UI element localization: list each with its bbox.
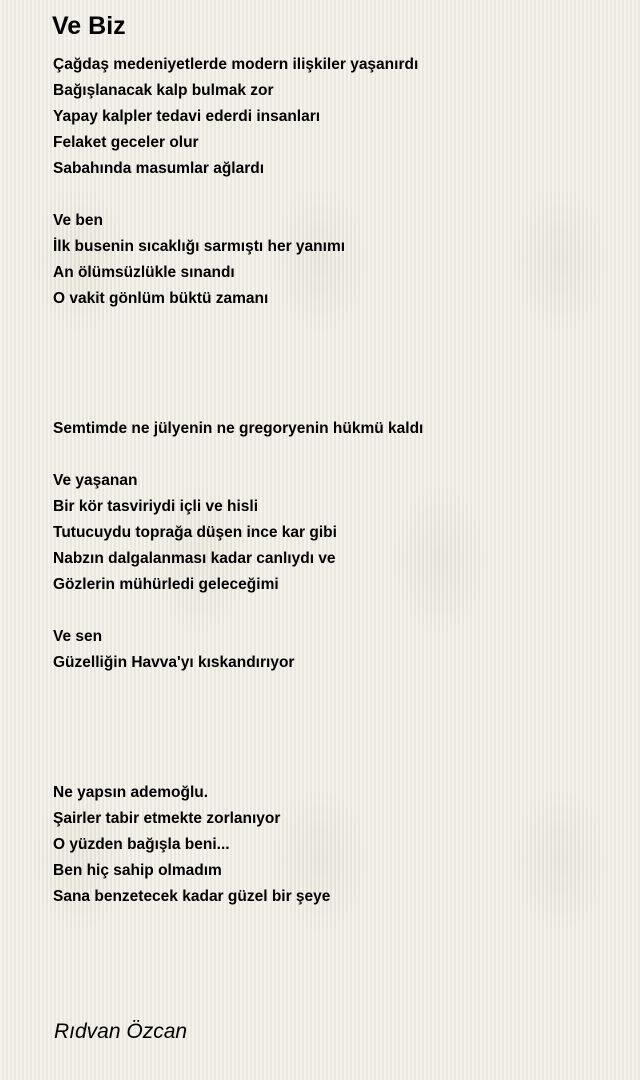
poem-line: Ve sen (53, 628, 103, 645)
poem-line: Nabzın dalgalanması kadar canlıydı ve (53, 550, 336, 567)
poem-line: O vakit gönlüm büktü zamanı (53, 290, 269, 307)
poem-line: Gözlerin mühürledi geleceğimi (53, 576, 279, 593)
poem-line: İlk busenin sıcaklığı sarmıştı her yanımı (53, 238, 346, 255)
poem-line: Semtimde ne jülyenin ne gregoryenin hükmü kaldı (53, 420, 424, 437)
stanza-break (53, 364, 613, 390)
poem-line: Ve yaşanan (53, 472, 138, 489)
poem-line: Tutucuydu toprağa düşen ince kar gibi (53, 524, 337, 541)
author-name: Rıdvan Özcan (54, 1020, 188, 1043)
stanza-break (53, 676, 613, 702)
poem-body (53, 52, 613, 910)
poem-line: Ne yapsın ademoğlu. (53, 784, 209, 801)
poem-line: Felaket geceler olur (53, 134, 199, 151)
stanza-break (53, 182, 613, 208)
stanza-break (53, 728, 613, 754)
stanza-break (53, 442, 613, 468)
poem-line: Ve ben (53, 212, 103, 229)
poem-line: Ben hiç sahip olmadım (53, 862, 222, 879)
poem-line: Bir kör tasviriydi içli ve hisli (53, 498, 259, 515)
poem-line: Bağışlanacak kalp bulmak zor (53, 82, 274, 99)
poem-line: Sabahında masumlar ağlardı (53, 160, 265, 177)
stanza-break (53, 338, 613, 364)
poem-line: Çağdaş medeniyetlerde modern ilişkiler yaşanırdı (53, 56, 419, 73)
stanza-break (53, 754, 613, 780)
poem-line: An ölümsüzlükle sınandı (53, 264, 235, 281)
poem-line: Şairler tabir etmekte zorlanıyor (53, 810, 281, 827)
stanza-break (53, 702, 613, 728)
poem-line: O yüzden bağışla beni... (53, 836, 230, 853)
stanza-break (53, 598, 613, 624)
poem-line: Sana benzetecek kadar güzel bir şeye (53, 888, 331, 905)
poem-title: Ve Biz (52, 12, 126, 40)
poem-line: Güzelliğin Havva'yı kıskandırıyor (53, 654, 295, 671)
poem-line: Yapay kalpler tedavi ederdi insanları (53, 108, 321, 125)
stanza-break (53, 390, 613, 416)
stanza-break (53, 312, 613, 338)
